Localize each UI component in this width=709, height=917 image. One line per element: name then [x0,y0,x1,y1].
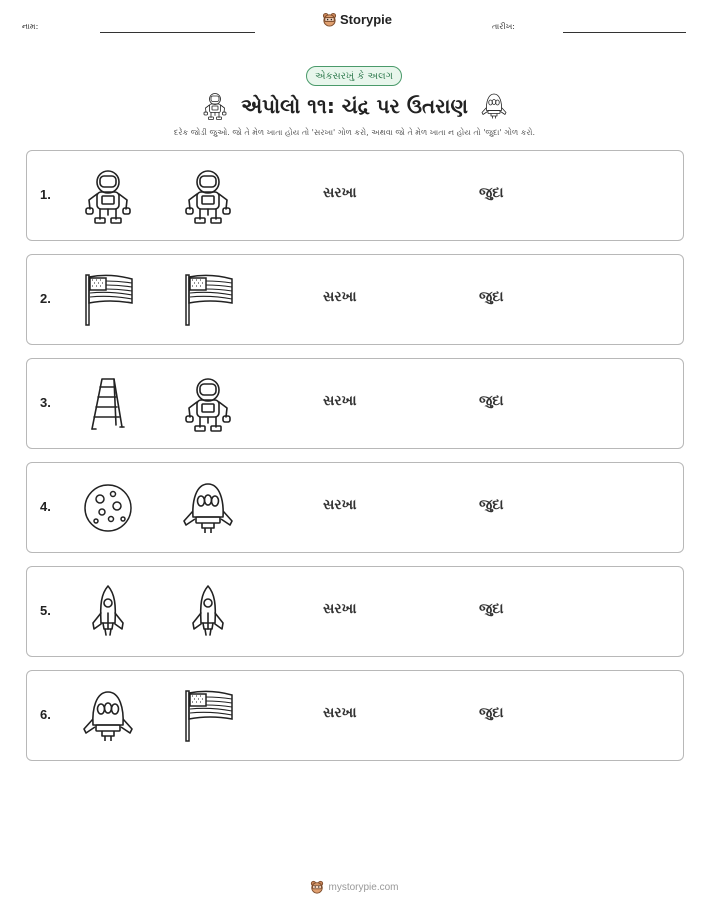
astronaut-icon [80,167,136,225]
brand-logo [322,12,392,27]
footer-url: mystorypie.com [328,881,399,893]
same-choice[interactable]: સરખા [323,393,357,409]
flag-icon [180,271,236,329]
same-choice[interactable]: સરખા [323,289,357,305]
name-field-line[interactable] [100,32,255,33]
name-label: નામ: [22,22,39,31]
question-number: 6. [40,707,51,722]
date-label: તારીખ: [492,22,515,31]
left-picture [80,375,136,433]
page-title: એપોલો ૧૧: ચંદ્ર પર ઉતરાણ [241,94,468,118]
different-choice[interactable]: જુદા [479,601,504,617]
flag-icon [80,271,136,329]
left-picture [80,479,136,537]
bear-logo-icon [322,12,337,27]
right-picture [180,479,236,537]
same-choice[interactable]: સરખા [323,497,357,513]
astronaut-icon [180,375,236,433]
astronaut-icon [180,167,236,225]
question-row [26,566,684,657]
question-number: 4. [40,499,51,514]
moon-icon [80,479,136,537]
different-choice[interactable]: જુદા [479,497,504,513]
brand-name: Storypie [340,12,393,27]
right-picture [180,167,236,225]
question-number: 5. [40,603,51,618]
capsule-icon [180,479,236,537]
question-number: 3. [40,395,51,410]
right-picture [180,687,236,745]
title-row [0,88,709,124]
question-row [26,358,684,449]
question-row [26,254,684,345]
right-picture [180,583,236,641]
left-picture [80,687,136,745]
question-row [26,150,684,241]
right-picture [180,271,236,329]
right-picture [180,375,236,433]
question-list [26,150,684,774]
same-choice[interactable]: સરખા [323,185,357,201]
activity-type-badge: એકસરખું કે અલગ [306,66,402,86]
capsule-icon [480,91,508,121]
bear-logo-icon [310,880,324,894]
question-row [26,462,684,553]
same-choice[interactable]: સરખા [323,601,357,617]
footer [0,880,709,894]
different-choice[interactable]: જુદા [479,289,504,305]
rocket-icon [180,583,236,641]
date-field-line[interactable] [563,32,686,33]
question-number: 1. [40,187,51,202]
same-choice[interactable]: સરખા [323,705,357,721]
left-picture [80,271,136,329]
different-choice[interactable]: જુદા [479,705,504,721]
flag-icon [180,687,236,745]
question-number: 2. [40,291,51,306]
capsule-icon [80,687,136,745]
left-picture [80,583,136,641]
astronaut-icon [201,91,229,121]
question-row [26,670,684,761]
instructions: દરેક જોડી જુઓ. જો તે મેળ ખાતા હોય તો 'સરખા' ગોળ કરો, અથવા જો તે મેળ ખાતા ન હોય તો 'જુદા' ગોળ કરો. [173,128,536,137]
left-picture [80,167,136,225]
worksheet-header [0,0,709,50]
rocket-icon [80,583,136,641]
ladder-icon [80,375,136,433]
different-choice[interactable]: જુદા [479,393,504,409]
different-choice[interactable]: જુદા [479,185,504,201]
